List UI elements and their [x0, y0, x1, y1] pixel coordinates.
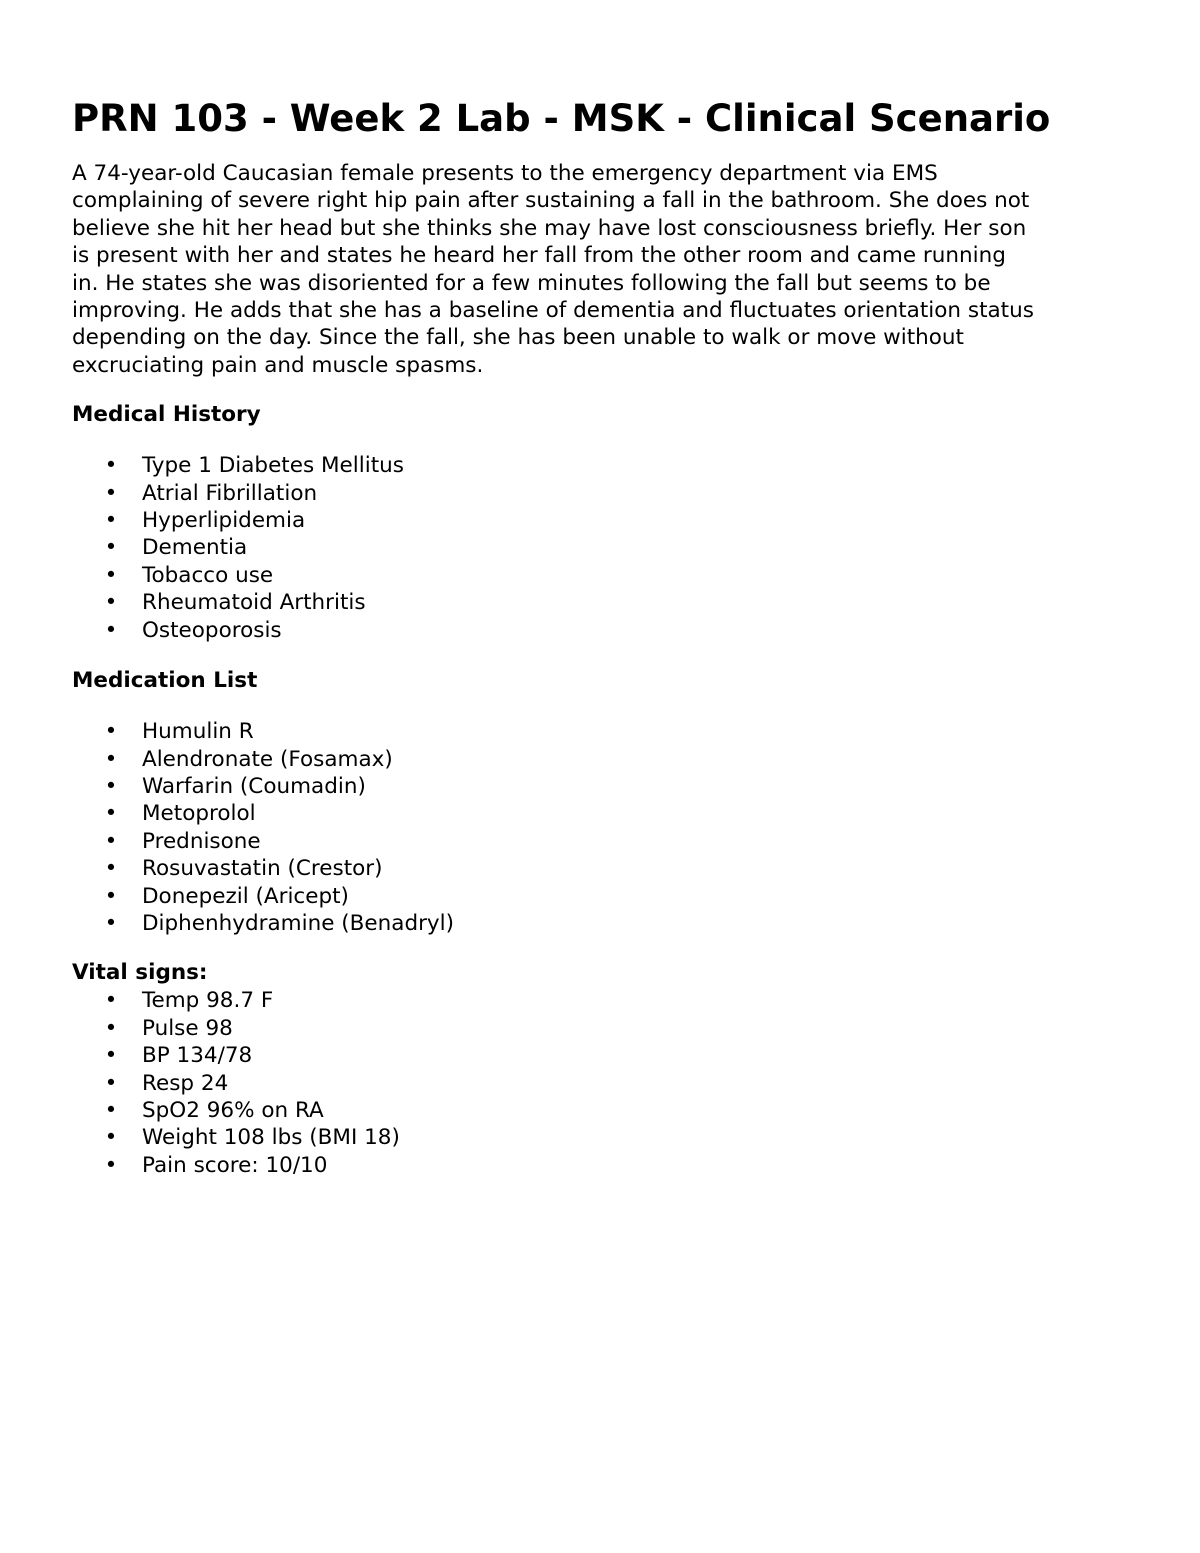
- list-item: [72, 1097, 1132, 1124]
- scenario-line: is present with her and states he heard her fall from the other room and came running: [72, 243, 1006, 269]
- bullet-icon: •: [104, 590, 118, 616]
- list-item: [72, 507, 1132, 534]
- bullet-icon: •: [104, 746, 118, 772]
- list-item: [72, 1152, 1132, 1179]
- bullet-icon: •: [104, 1097, 118, 1123]
- list-item: [72, 452, 1132, 479]
- vital-signs-heading: Vital signs:: [72, 960, 208, 986]
- list-item-text: Donepezil (Aricept): [142, 883, 349, 909]
- list-item-text: Resp 24: [142, 1070, 229, 1096]
- scenario-line: depending on the day. Since the fall, she has been unable to walk or move without: [72, 325, 964, 351]
- bullet-icon: •: [104, 562, 118, 588]
- list-item-text: BP 134/78: [142, 1043, 253, 1069]
- document-page: [72, 96, 1132, 1179]
- bullet-icon: •: [104, 1152, 118, 1178]
- list-item: [72, 589, 1132, 616]
- vital-signs-list: [72, 987, 1132, 1179]
- list-item: [72, 480, 1132, 507]
- list-item: [72, 828, 1132, 855]
- list-item-text: Temp 98.7 F: [142, 988, 274, 1014]
- list-item: [72, 987, 1132, 1014]
- bullet-icon: •: [104, 719, 118, 745]
- list-item: [72, 617, 1132, 644]
- list-item-text: Warfarin (Coumadin): [142, 773, 366, 799]
- list-item-text: Pain score: 10/10: [142, 1152, 328, 1178]
- medical-history-list: [72, 452, 1132, 644]
- scenario-line: A 74-year-old Caucasian female presents to the emergency department via EMS: [72, 161, 938, 186]
- document-title: PRN 103 - Week 2 Lab - MSK - Clinical Scenario: [72, 97, 1051, 140]
- list-item: [72, 534, 1132, 561]
- bullet-icon: •: [104, 1015, 118, 1041]
- list-item-text: Hyperlipidemia: [142, 508, 306, 534]
- list-item: [72, 562, 1132, 589]
- list-item-text: Type 1 Diabetes Mellitus: [142, 453, 404, 479]
- bullet-icon: •: [104, 1070, 118, 1096]
- list-item: [72, 855, 1132, 882]
- list-item: [72, 1070, 1132, 1097]
- medication-list-heading: Medication List: [72, 668, 258, 694]
- bullet-icon: •: [104, 617, 118, 643]
- scenario-paragraph: [72, 160, 1132, 379]
- bullet-icon: •: [104, 480, 118, 506]
- list-item-text: Rosuvastatin (Crestor): [142, 856, 383, 882]
- list-item: [72, 883, 1132, 910]
- list-item-text: Tobacco use: [142, 562, 274, 588]
- list-item: [72, 773, 1132, 800]
- list-item-text: Rheumatoid Arthritis: [142, 590, 366, 616]
- bullet-icon: •: [104, 773, 118, 799]
- list-item-text: Pulse 98: [142, 1015, 233, 1041]
- list-item-text: Osteoporosis: [142, 617, 282, 643]
- bullet-icon: •: [104, 910, 118, 936]
- medical-history-heading: Medical History: [72, 402, 261, 428]
- list-item-text: Alendronate (Fosamax): [142, 746, 393, 772]
- list-item-text: Prednisone: [142, 828, 261, 854]
- list-item: [72, 1015, 1132, 1042]
- bullet-icon: •: [104, 828, 118, 854]
- list-item-text: Humulin R: [142, 719, 254, 745]
- bullet-icon: •: [104, 1043, 118, 1069]
- scenario-line: excruciating pain and muscle spasms.: [72, 352, 484, 378]
- scenario-line: in. He states she was disoriented for a few minutes following the fall but seems to be: [72, 270, 991, 296]
- scenario-line: improving. He adds that she has a baseline of dementia and fluctuates orientation status: [72, 298, 1034, 324]
- bullet-icon: •: [104, 856, 118, 882]
- list-item-text: Metoprolol: [142, 801, 256, 827]
- medication-list: [72, 718, 1132, 937]
- bullet-icon: •: [104, 801, 118, 827]
- list-item: [72, 1124, 1132, 1151]
- list-item: [72, 1042, 1132, 1069]
- list-item: [72, 746, 1132, 773]
- bullet-icon: •: [104, 883, 118, 909]
- scenario-line: believe she hit her head but she thinks she may have lost consciousness briefly. Her son: [72, 215, 1027, 241]
- list-item-text: Dementia: [142, 535, 248, 561]
- scenario-line: complaining of severe right hip pain after sustaining a fall in the bathroom. She does not: [72, 188, 1030, 214]
- list-item-text: SpO2 96% on RA: [142, 1097, 324, 1123]
- list-item: [72, 910, 1132, 937]
- bullet-icon: •: [104, 508, 118, 534]
- bullet-icon: •: [104, 988, 118, 1014]
- bullet-icon: •: [104, 1125, 118, 1151]
- list-item-text: Weight 108 lbs (BMI 18): [142, 1125, 400, 1151]
- bullet-icon: •: [104, 453, 118, 479]
- list-item: [72, 718, 1132, 745]
- bullet-icon: •: [104, 535, 118, 561]
- list-item-text: Atrial Fibrillation: [142, 480, 318, 506]
- list-item: [72, 800, 1132, 827]
- list-item-text: Diphenhydramine (Benadryl): [142, 910, 455, 936]
